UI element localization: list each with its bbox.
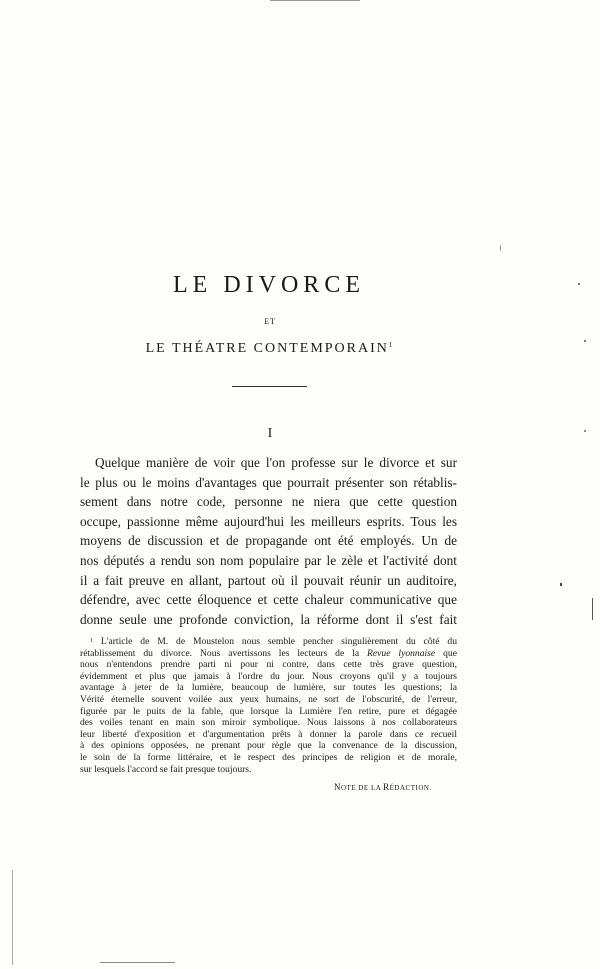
body-line: moyens de discussion et de propagande ont été employés. Un de: [80, 533, 457, 549]
footnote-line: sur lesquels l'accord se fait presque toujours.: [80, 763, 252, 775]
footnote-line: [80, 648, 457, 660]
subtitle-text: LE THÉATRE CONTEMPORAIN: [145, 341, 389, 356]
article-subtitle: [0, 341, 538, 357]
footnote: [80, 636, 457, 775]
signature-initial: R: [383, 782, 390, 792]
body-line: occupe, passionne même aujourd'hui les meilleurs esprits. Tous les: [80, 513, 457, 529]
footnote-text: que: [435, 647, 457, 659]
section-number: I: [267, 426, 273, 441]
title-conjunction: ET: [264, 317, 276, 326]
scan-artifact: [100, 962, 175, 963]
scan-artifact: [500, 245, 501, 251]
body-line: nos députés a rendu son nom populaire par le zèle et l'activité dont: [80, 552, 457, 568]
body-paragraph: [80, 453, 457, 629]
body-line: Quelque manière de voir que l'on professe sur le divorce et sur: [95, 455, 457, 470]
signature-initial: N: [334, 782, 341, 792]
body-line: il a fait preuve en allant, partout où il pouvait réunir un auditoire,: [80, 572, 457, 588]
body-line: donne seule une profonde conviction, la réforme dont il s'est fait: [80, 611, 457, 627]
editorial-signature: [334, 782, 432, 792]
footnote-line: des voiles tenant en main son miroir symbolique. Nous laissons à nos collaborateurs: [80, 717, 457, 729]
footnote-line: [80, 636, 457, 648]
footnote-line: Vérité éternelle souvent voilée aux yeux humains, ne sort de l'obscurité, de l'erreur,: [80, 693, 457, 705]
body-line: défendre, avec cette éloquence et cette chaleur communicative que: [80, 592, 457, 608]
footnote-line: le soin de la forme littéraire, et le respect des principes de religion et de morale,: [80, 751, 457, 763]
scan-artifact: [560, 583, 562, 586]
article-title: LE DIVORCE: [173, 272, 365, 298]
footnote-reference: 1: [388, 341, 393, 349]
signature-smallcaps: ÉDACTION.: [389, 784, 432, 792]
footnote-line: leur liberté d'exposition et d'argumentation prêts à donner la parole dans ce recueil: [80, 728, 457, 740]
scan-artifact: [12, 870, 13, 965]
body-line: le plus ou le moins d'avantages que pourrait présenter son rétablis-: [80, 474, 457, 490]
body-line: sement dans notre code, personne ne niera que cette question: [80, 494, 457, 510]
footnote-line: nous n'entendons prendre parti ni pour ni contre, dans cette très grave question,: [80, 659, 457, 671]
scan-artifact: [592, 598, 593, 620]
scan-artifact: [270, 0, 360, 1]
scan-artifact: [584, 430, 586, 432]
signature-smallcaps: OTE DE LA: [341, 784, 384, 792]
footnote-marker: 1: [90, 638, 93, 644]
scan-artifact: [584, 340, 586, 342]
journal-name: Revue lyonnaise: [367, 647, 436, 659]
footnote-line: figurée par le puits de la fable, que lorsque la Lumière l'en retire, pure et dégagée: [80, 705, 457, 717]
footnote-line: à des opinions opposées, ne prenant pour règle que la convenance de la discussion,: [80, 740, 457, 752]
footnote-line: avantage à jeter de la lumière, beaucoup de lumière, sur toutes les questions; la: [80, 682, 457, 694]
footnote-text: rétablissement du divorce. Nous avertissons les lecteurs de la: [80, 647, 368, 659]
footnote-text: L'article de M. de Moustelon nous semble pencher singulièrement du côté du: [93, 636, 457, 647]
scan-artifact: [578, 283, 580, 285]
footnote-line: évidemment et plus que jamais à l'ordre du jour. Nous croyons qu'il y a toujours: [80, 670, 457, 682]
title-divider: [232, 386, 307, 387]
